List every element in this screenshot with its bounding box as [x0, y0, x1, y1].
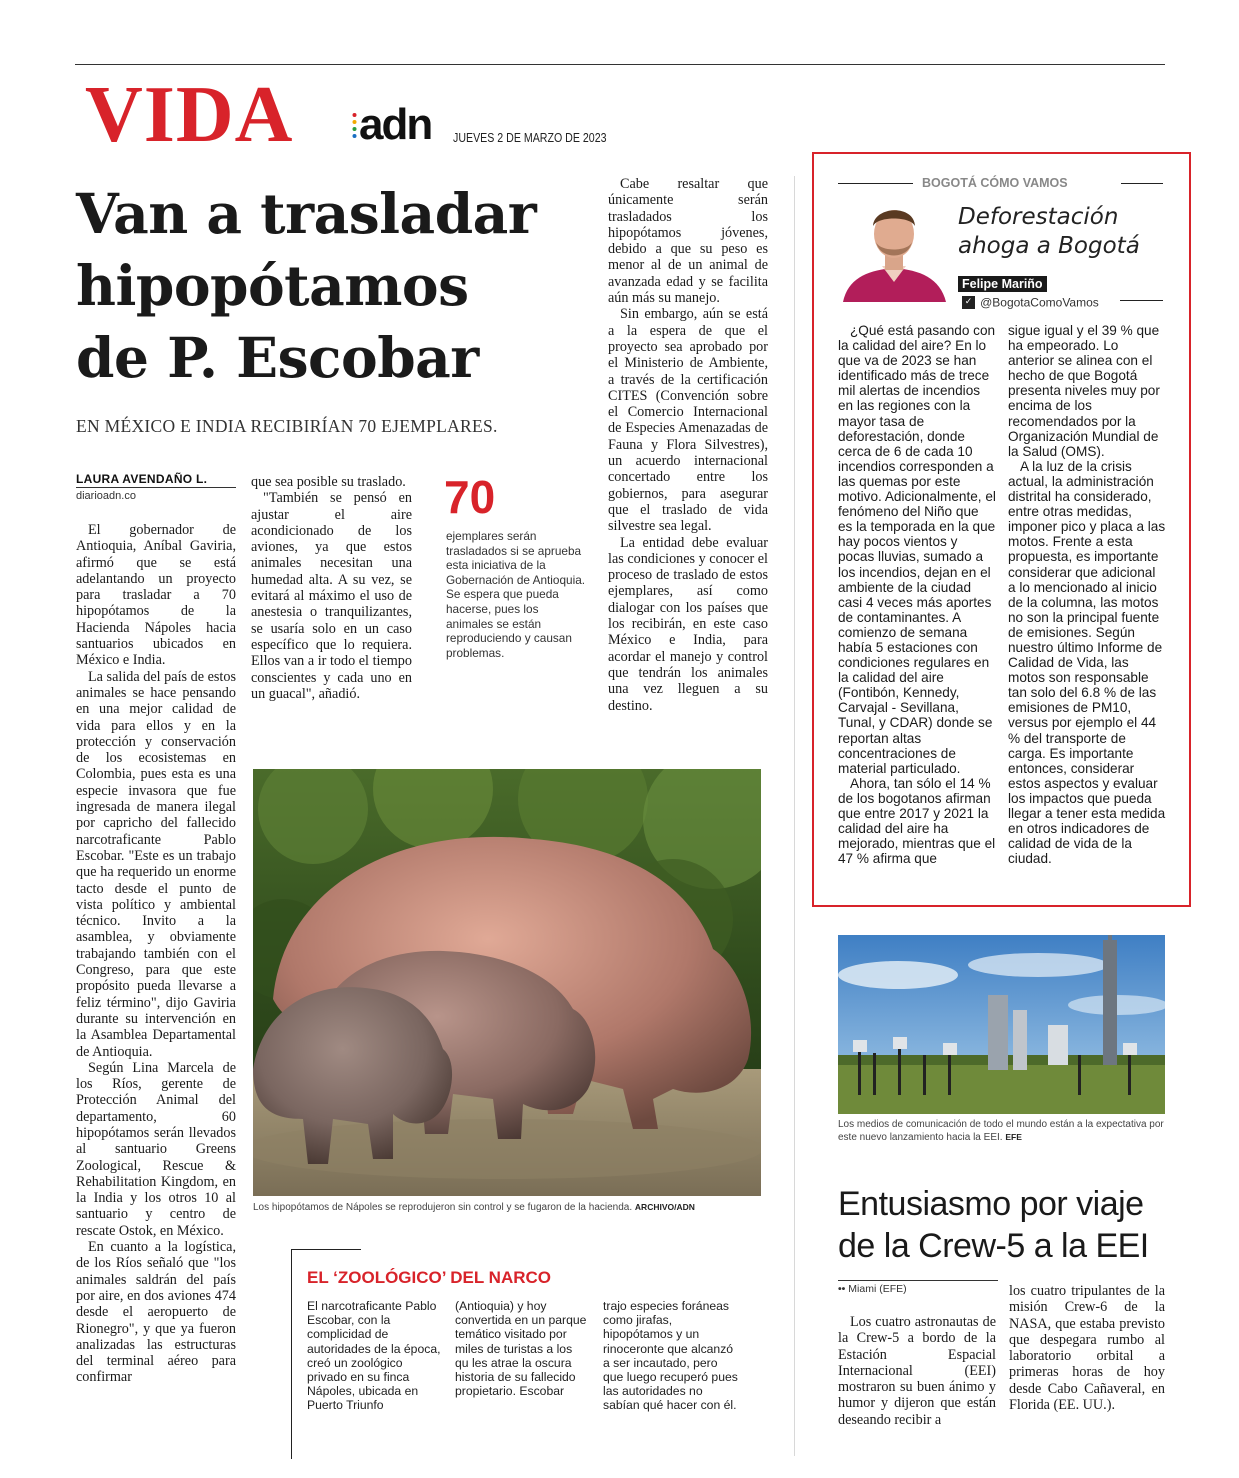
headline-line: de P. Escobar — [76, 325, 479, 390]
paragraph: Sin embargo, aún se está a la espera de que el proyecto sea aprobado por el Ministerio de Ambiente, a través de la certificación CITES (Convención sobre el Comercio Internacional de Especies Amenazadas de Fauna y Flora Silvestres), un acuerdo internacional concertado entre los gobiernos, para asegurar que el traslado de vida silvestre sea legal. — [608, 306, 768, 535]
main-headline — [76, 178, 606, 394]
paragraph: La entidad debe evaluar las condiciones y conocer el proceso de traslado de estos ejemplares, así como dialogar con los países que los recibirán, en este caso México e India, para acordar el manejo y control que tendrán los animales una vez lleguen a su destino. — [608, 534, 768, 714]
handle-rule — [1120, 300, 1163, 301]
headline-line: Entusiasmo por viaje — [838, 1185, 1144, 1223]
logo-text: adn — [359, 100, 432, 149]
author-name: LAURA AVENDAÑO L. — [76, 472, 208, 486]
opinion-kicker: BOGOTÁ CÓMO VAMOS — [922, 176, 1068, 190]
launch-photo-caption — [838, 1118, 1168, 1144]
top-rule — [75, 64, 1165, 65]
paragraph: Ahora, tan sólo el 14 % de los bogotanos afirman que entre 2017 y 2021 la calidad del aire ha mejorado, mientras que el 47 % afirma que — [838, 775, 996, 867]
photo-credit: EFE — [1005, 1132, 1022, 1142]
caption-text: Los medios de comunicación de todo el mundo están a la expectativa por este nuevo lanzamiento hacia la EEI. — [838, 1119, 1164, 1143]
opinion-author: Felipe Mariño — [958, 276, 1047, 292]
title-line: Deforestación — [958, 204, 1119, 230]
article-column-1 — [76, 522, 236, 1457]
paragraph: Cabe resaltar que únicamente serán trasladados los hipopótamos jóvenes, debido a que su peso es menor al de un animal de avanzada edad y se facilita aún más su manejo. — [608, 176, 768, 307]
paragraph: En cuanto a la logística, de los Ríos señaló que "los animales saldrán del país por aire, en dos aviones 474 desde el aeropuerto de Rionegro", y que ya fueron analizadas las estructuras del terminal aéreo para confirmar — [76, 1239, 236, 1386]
article-column-2 — [251, 474, 412, 744]
box-title: EL ‘ZOOLÓGICO’ DEL NARCO — [307, 1268, 552, 1287]
dateline — [838, 1283, 907, 1295]
author-portrait — [838, 190, 950, 302]
twitter-icon: ✓ — [962, 296, 975, 309]
headline-line: de la Crew-5 a la EEI — [838, 1227, 1149, 1265]
box-left-rule — [291, 1249, 292, 1459]
hippo-photo — [253, 769, 761, 1196]
paragraph: que sea posible su traslado. — [251, 474, 406, 490]
author-handle: @BogotaComoVamos — [980, 295, 1099, 310]
column-divider — [794, 176, 795, 1456]
bullet-icon: •• — [838, 1283, 849, 1295]
opinion-column-1 — [838, 323, 996, 888]
author-outlet: diarioadn.co — [76, 490, 136, 502]
headline-line: hipopótamos — [76, 253, 469, 318]
opinion-column-2 — [1008, 323, 1166, 888]
paragraph: A la luz de la crisis actual, la administración distrital ha considerado, entre otras medidas, imponer pico y placa a las motos. Frente a esta propuesta, es importante considerar que adicional a lo mencionado al inicio de la columna, las motos no son la principal fuente de emisiones. Según nuestro último Informe de Calidad de Vida, las motos son responsable tan solo del 6.8 % de las emisiones de PM10, versus por ejemplo el 44 % del transporte de carga. Es importante entonces, considerar estos aspectos y evaluar los impactos que pueda llegar a tener esta medida en otros indicadores de calidad de vida de la ciudad. — [1008, 458, 1166, 867]
stat-number: 70 — [444, 471, 496, 523]
box-column-2: (Antioquia) y hoy convertida en un parque temático visitado por miles de turistas a los qu les atrae la oscura historia de su fallecido propietario. Escobar — [455, 1299, 587, 1399]
logo-dots-icon — [352, 112, 357, 140]
main-subtitle: EN MÉXICO E INDIA RECIBIRÍAN 70 EJEMPLARES. — [76, 416, 498, 436]
space-headline — [838, 1183, 1149, 1267]
paragraph: ¿Qué está pasando con la calidad del aire? En lo que va de 2023 se han identificado más de trece mil alertas de incendios en las regiones con la mayor tasa de deforestación, donde cerca de 6 de cada 10 incendios corresponden a las quemas por este motivo. Adicionalmente, el fenómeno del Niño que es la temporada en la que hay pocos vientos y pocas lluvias, sumado a los incendios, dejan en el ambiente de la ciudad casi 4 veces más aportes de contaminantes. A comienzo de semana había 5 estaciones con condiciones regulares en la calidad del aire (Fontibón, Kennedy, Carvajal - Sevillana, Tunal, y CDAR) donde se reportan altas concentraciones de material particulado. — [838, 323, 996, 776]
hippo-photo-caption — [253, 1201, 773, 1214]
launch-pad-photo — [838, 935, 1165, 1114]
opinion-top-rule — [838, 183, 913, 184]
stat-text: ejemplares serán trasladados si se aprueba esta iniciativa de la Gobernación de Antioquia. Se espera que pueda hacerse, pues los animales se están reproduciendo y causan problemas. — [446, 529, 586, 660]
space-column-2 — [1009, 1283, 1165, 1413]
space-column-1 — [838, 1314, 996, 1428]
issue-date: JUEVES 2 DE MARZO DE 2023 — [453, 131, 607, 145]
paragraph: Según Lina Marcela de los Ríos, gerente de Protección Animal del departamento, 60 hipopótamos serán llevados al santuario Greens Zoological, Rescue & Rehabilitation Kingdom, en la India y los otros 10 al santuario y centro de rescate Ostok, en México. — [76, 1059, 236, 1239]
photo-credit: ARCHIVO/ADN — [634, 1202, 695, 1212]
paragraph: "También se pensó en ajustar el aire acondicionado de los aviones, ya que estos animales necesitan una humedad alta. A su vez, se evitará al máximo el uso de anestesia o tranquilizantes, se usaría solo en un caso específico que lo requiera. Ellos van a ir todo el tiempo conscientes y cada uno en un guacal", añadió. — [251, 490, 412, 702]
dateline-text: Miami (EFE) — [848, 1283, 907, 1295]
handle-row — [962, 292, 1099, 311]
paragraph: Los cuatro astronautas de la Crew-5 a bordo de la Estación Espacial Internacional (EEI) mostraron su buen ánimo y humor y dijeron que están deseando recibir a — [838, 1314, 996, 1428]
box-top-rule — [291, 1249, 361, 1250]
headline-line: Van a trasladar — [76, 181, 537, 246]
article-column-4 — [608, 176, 768, 741]
dateline-rule — [838, 1280, 998, 1281]
opinion-title — [958, 203, 1140, 261]
byline-rule — [76, 487, 236, 488]
box-column-3: trajo especies foráneas como jirafas, hipopótamos y un rinoceronte que alcanzó a ser incautado, pero que luego recuperó pues las autoridades no sabían qué hacer con él. — [603, 1299, 738, 1413]
box-column-1: El narcotraficante Pablo Escobar, con la complicidad de autoridades de la época, creó un zoológico privado en su finca Nápoles, ubicada en Puerto Triunfo — [307, 1299, 441, 1413]
paragraph: El gobernador de Antioquia, Aníbal Gaviria, afirmó que se está adelantando un proyecto para trasladar a 70 hipopótamos de la Hacienda Nápoles hacia santuarios ubicados en México e India. — [76, 522, 236, 669]
opinion-top-rule — [1121, 183, 1163, 184]
title-line: ahoga a Bogotá — [958, 233, 1140, 259]
section-title: VIDA — [85, 71, 294, 159]
paragraph: los cuatro tripulantes de la misión Crew-6 de la NASA, que estaba previsto que despegara rumbo al laboratorio orbital a primeras horas de hoy desde Cabo Cañaveral, en Florida (EE. UU.). — [1009, 1283, 1165, 1414]
paragraph: sigue igual y el 39 % que ha empeorado. Lo anterior se alinea con el hecho de que Bogotá presenta niveles muy por encima de los recomendados por la Organización Mundial de la Salud (OMS). — [1008, 323, 1160, 459]
caption-text: Los hipopótamos de Nápoles se reprodujeron sin control y se fugaron de la hacienda. — [253, 1202, 633, 1213]
paragraph: La salida del país de estos animales se hace pensando en una mejor calidad de vida para ellos y en la protección y conservación de los ecosistemas en Colombia, pues esta es una especie invasora que fue ingresada de manera ilegal por capricho del fallecido narcotraficante Pablo Escobar. "Este es un trabajo que ha requerido un enorme tacto desde el punto de vista político y ambiental técnico. Invito a la asamblea, y obviamente trabajando también con el Congreso, para que este propósito pueda llevarse a feliz término", dijo Gaviria durante su intervención en la Asamblea Departamental de Antioquia. — [76, 668, 236, 1060]
